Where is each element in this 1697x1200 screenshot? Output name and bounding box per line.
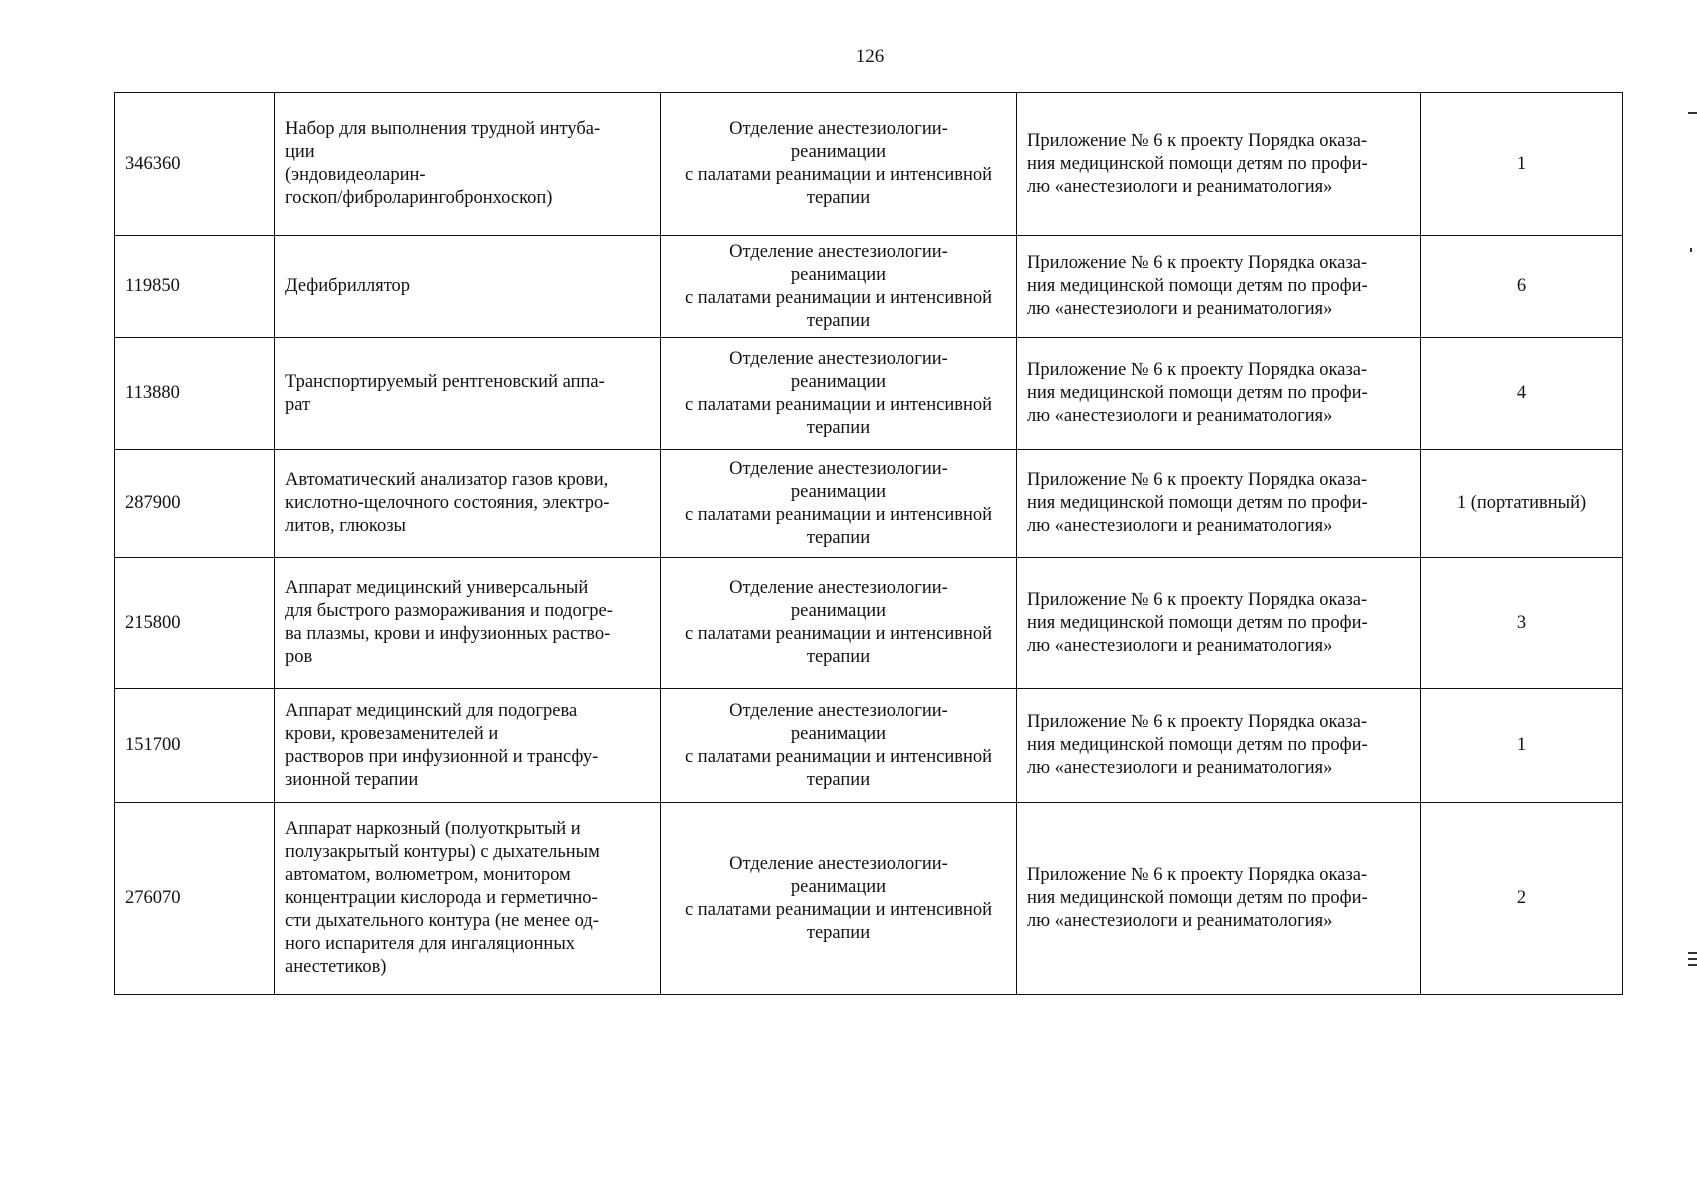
table-row <box>115 803 1623 995</box>
quantity: 3 <box>1421 558 1623 689</box>
quantity: 1 (портативный) <box>1421 450 1623 558</box>
department: Отделение анестезиологии- реанимации с палатами реанимации и интенсивной терапии <box>661 558 1017 689</box>
equipment-name: Аппарат медицинский для подогрева крови, кровезаменителей и растворов при инфузионной и трансфу- зионной терапии <box>275 689 661 803</box>
table-row <box>115 558 1623 689</box>
table-row <box>115 338 1623 450</box>
table-row <box>115 689 1623 803</box>
table-row <box>115 93 1623 236</box>
reference: Приложение № 6 к проекту Порядка оказа- ния медицинской помощи детям по профи- лю «анестезиологи и реаниматология» <box>1017 803 1421 995</box>
reference: Приложение № 6 к проекту Порядка оказа- ния медицинской помощи детям по профи- лю «анестезиологи и реаниматология» <box>1017 689 1421 803</box>
equipment-name: Транспортируемый рентгеновский аппа- рат <box>275 338 661 450</box>
reference: Приложение № 6 к проекту Порядка оказа- ния медицинской помощи детям по профи- лю «анестезиологи и реаниматология» <box>1017 558 1421 689</box>
scan-mark <box>1688 964 1697 966</box>
page-number: 126 <box>855 46 885 67</box>
equipment-code: 113880 <box>115 338 275 450</box>
department: Отделение анестезиологии- реанимации с палатами реанимации и интенсивной терапии <box>661 803 1017 995</box>
reference: Приложение № 6 к проекту Порядка оказа- ния медицинской помощи детям по профи- лю «анестезиологи и реаниматология» <box>1017 236 1421 338</box>
scan-mark <box>1688 958 1697 960</box>
table-row <box>115 236 1623 338</box>
equipment-name: Аппарат медицинский универсальный для быстрого размораживания и подогре- ва плазмы, крови и инфузионных раство- ров <box>275 558 661 689</box>
scan-mark <box>1690 248 1692 252</box>
equipment-name: Набор для выполнения трудной интуба- ции (эндовидеоларин- госкоп/фиброларингобронхоскоп) <box>275 93 661 236</box>
department: Отделение анестезиологии- реанимации с палатами реанимации и интенсивной терапии <box>661 450 1017 558</box>
equipment-code: 215800 <box>115 558 275 689</box>
department: Отделение анестезиологии- реанимации с палатами реанимации и интенсивной терапии <box>661 236 1017 338</box>
equipment-table <box>114 92 1623 995</box>
equipment-code: 119850 <box>115 236 275 338</box>
equipment-name: Аппарат наркозный (полуоткрытый и полузакрытый контуры) с дыхательным автоматом, волюметром, монитором концентрации кислорода и герметично- сти дыхательного контура (не менее од- ного испарителя для ингаляционных анестетиков) <box>275 803 661 995</box>
equipment-code: 287900 <box>115 450 275 558</box>
reference: Приложение № 6 к проекту Порядка оказа- ния медицинской помощи детям по профи- лю «анестезиологи и реаниматология» <box>1017 450 1421 558</box>
reference: Приложение № 6 к проекту Порядка оказа- ния медицинской помощи детям по профи- лю «анестезиологи и реаниматология» <box>1017 93 1421 236</box>
department: Отделение анестезиологии- реанимации с палатами реанимации и интенсивной терапии <box>661 689 1017 803</box>
equipment-code: 276070 <box>115 803 275 995</box>
equipment-name: Дефибриллятор <box>275 236 661 338</box>
equipment-name: Автоматический анализатор газов крови, кислотно-щелочного состояния, электро- литов, глюкозы <box>275 450 661 558</box>
quantity: 1 <box>1421 93 1623 236</box>
table-row <box>115 450 1623 558</box>
quantity: 1 <box>1421 689 1623 803</box>
scan-mark <box>1688 112 1697 114</box>
equipment-code: 151700 <box>115 689 275 803</box>
scan-mark <box>1688 952 1697 954</box>
reference: Приложение № 6 к проекту Порядка оказа- ния медицинской помощи детям по профи- лю «анестезиологи и реаниматология» <box>1017 338 1421 450</box>
quantity: 2 <box>1421 803 1623 995</box>
quantity: 6 <box>1421 236 1623 338</box>
department: Отделение анестезиологии- реанимации с палатами реанимации и интенсивной терапии <box>661 93 1017 236</box>
department: Отделение анестезиологии- реанимации с палатами реанимации и интенсивной терапии <box>661 338 1017 450</box>
equipment-code: 346360 <box>115 93 275 236</box>
quantity: 4 <box>1421 338 1623 450</box>
